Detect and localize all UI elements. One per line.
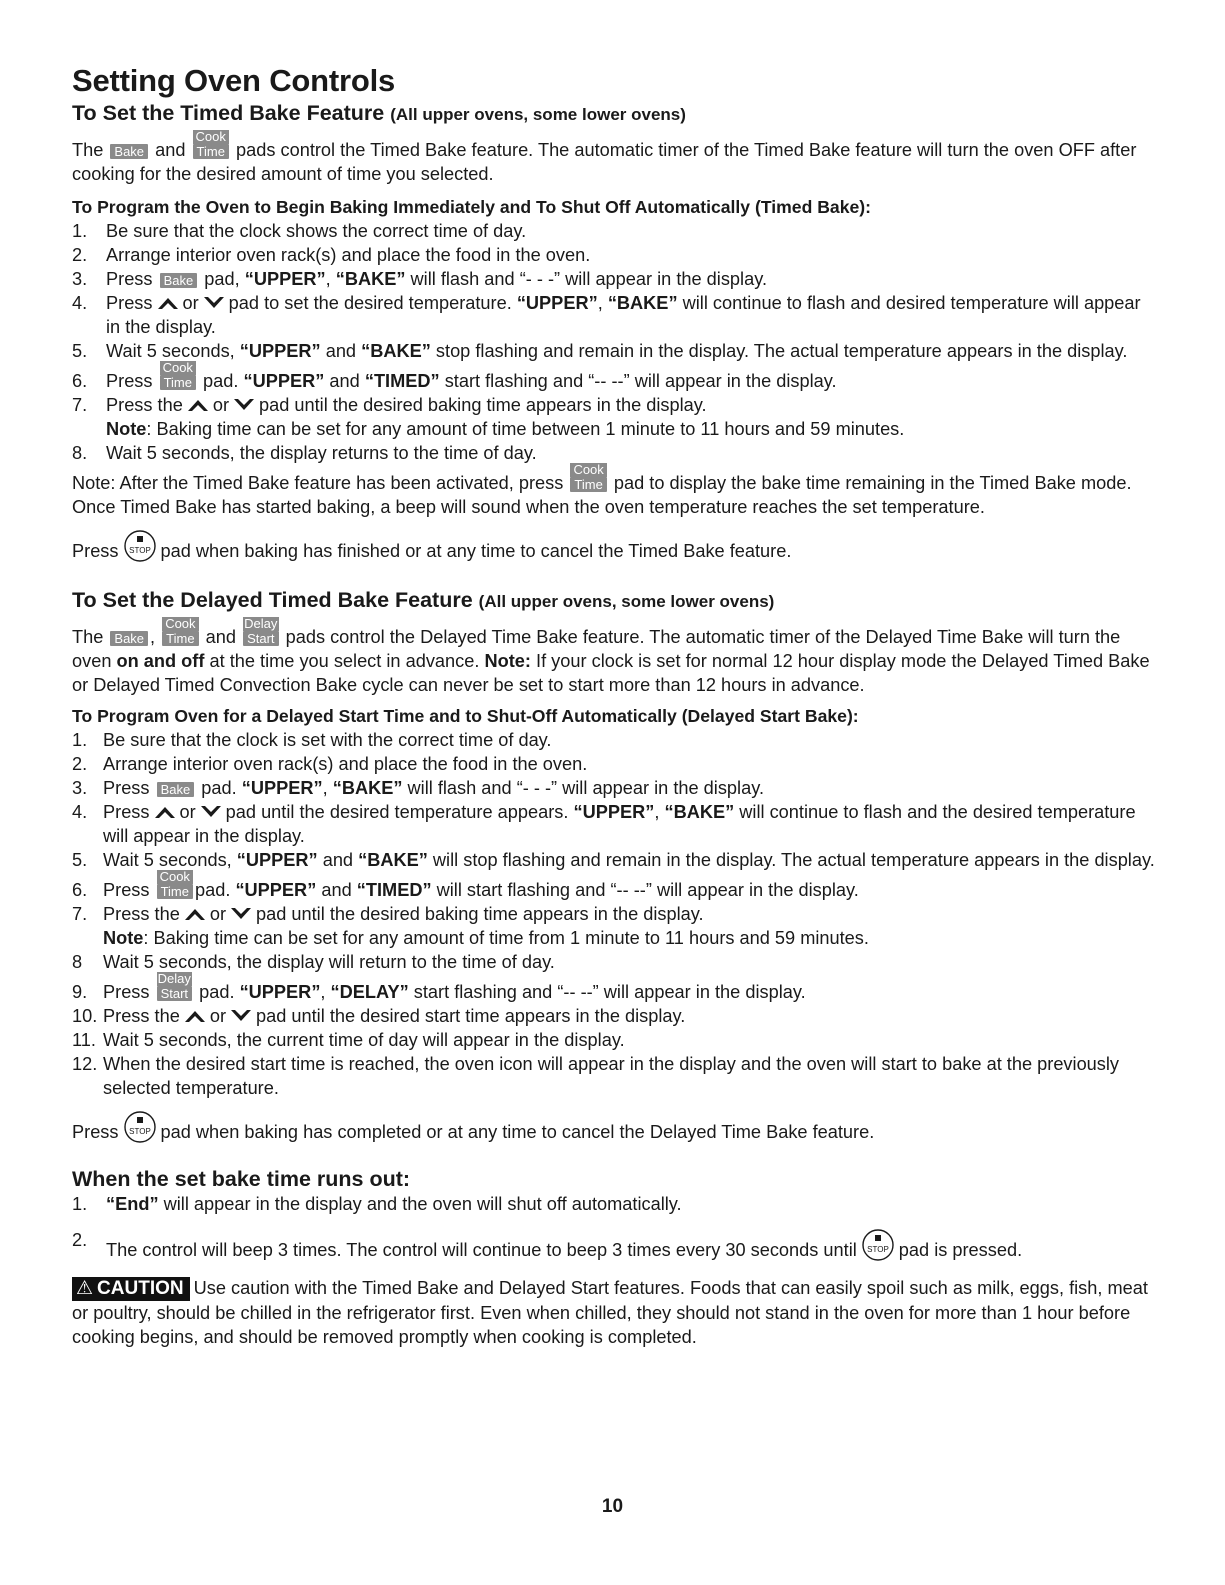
step-text: Wait 5 seconds, the display will return to the time of day. [103, 952, 555, 972]
step-text: or [212, 395, 229, 415]
display-word: “UPPER” [236, 850, 318, 870]
step-number: 5. [72, 341, 88, 361]
step-text: When the desired start time is reached, the oven icon will appear in the display and the oven will start to bake at the previously selected temperature. [103, 1054, 1120, 1098]
step-text: and [325, 341, 357, 361]
intro-text: The [72, 627, 104, 647]
pad-label: Time [160, 884, 189, 899]
intro-text: The [72, 140, 104, 160]
delay-start-pad-icon [243, 616, 278, 646]
pad-top-label: Cook [193, 130, 229, 144]
delayed-bake-intro [72, 616, 1157, 697]
step-number: 4. [72, 293, 88, 313]
step-number: 2. [72, 245, 88, 265]
step-text: Press [106, 293, 153, 313]
timed-bake-steps [72, 219, 1157, 465]
timed-bake-cancel [72, 529, 1157, 563]
step-text: and [321, 880, 352, 900]
up-arrow-icon [183, 1009, 207, 1023]
down-arrow-icon [229, 1009, 253, 1023]
pad-label: Time [574, 477, 603, 492]
step-text: : Baking time can be set for any amount of time from 1 minute to 11 hours and 59 minutes. [143, 928, 869, 948]
step-text: Press [103, 802, 150, 822]
list-item [72, 848, 1157, 872]
step-number: 1. [72, 221, 88, 241]
heading-subtext: (All upper ovens, some lower ovens) [478, 592, 775, 611]
step-number: 5. [72, 850, 88, 870]
up-arrow-icon [186, 398, 210, 412]
display-word: “TIMED” [364, 371, 440, 391]
display-word: “BAKE” [664, 802, 735, 822]
step-number: 6. [72, 880, 88, 900]
pad-label: Bake [163, 273, 194, 288]
step-number: 10. [72, 1006, 98, 1026]
step-number: 2. [72, 754, 88, 774]
step-number: 7. [72, 395, 88, 415]
list-item [72, 393, 1157, 417]
display-word: “UPPER” [241, 778, 323, 798]
cook-time-pad-icon [193, 129, 229, 159]
display-word: “BAKE” [335, 269, 406, 289]
step-number: 1. [72, 730, 88, 750]
up-arrow-icon [183, 907, 207, 921]
list-item [72, 869, 1157, 902]
display-word: “TIMED” [356, 880, 432, 900]
list-item [72, 267, 1157, 291]
step-number: 1. [72, 1194, 88, 1214]
display-word: “DELAY” [330, 982, 409, 1002]
step-text: Wait 5 seconds, the current time of day will appear in the display. [103, 1030, 625, 1050]
step-text: , [654, 802, 660, 822]
list-item [72, 360, 1157, 393]
display-word: “UPPER” [573, 802, 655, 822]
step-text: Press the [103, 1006, 180, 1026]
step-text: will appear in the display and the oven will shut off automatically. [163, 1194, 682, 1214]
step-text: Be sure that the clock shows the correct time of day. [106, 221, 527, 241]
list-item [72, 243, 1157, 267]
pad-label: Start [247, 631, 275, 646]
pad-label: Bake [160, 782, 191, 797]
step-text: Press [103, 880, 150, 900]
page-title: Setting Oven Controls [72, 63, 396, 98]
step-text: pad. [194, 880, 231, 900]
step-text: will start flashing and “-- --” will appear in the display. [436, 880, 859, 900]
pad-label: Time [163, 375, 192, 390]
bake-pad-icon [160, 273, 198, 288]
list-item [72, 441, 1157, 465]
step-text: or [209, 904, 226, 924]
intro-text: , [150, 627, 156, 647]
display-word: “UPPER” [239, 982, 321, 1002]
intro-text: If your clock is set for normal 12 hour display mode the Delayed Timed Bake or Delayed Timed Convection Bake cycle can never be set to start more than 12 hours in advance. [72, 651, 1150, 695]
step-text: Press [103, 982, 150, 1002]
step-text: pad to set the desired temperature. [228, 293, 512, 313]
time-runs-out-steps [72, 1192, 1157, 1262]
cook-time-pad-icon [570, 462, 606, 492]
stop-label: STOP [128, 1127, 151, 1136]
step-text: or [209, 1006, 226, 1026]
pad-top-label: Cook [157, 870, 193, 884]
pad-label: Start [160, 986, 189, 1001]
note-text: Note: After the Timed Bake feature has been activated, press [72, 473, 564, 493]
step-text: Wait 5 seconds, the display returns to the time of day. [106, 443, 537, 463]
page-number: 10 [601, 1496, 624, 1517]
bake-pad-icon [157, 782, 195, 797]
manual-page [72, 62, 1157, 1349]
step-text: : Baking time can be set for any amount of time between 1 minute to 11 hours and 59 minutes. [146, 419, 905, 439]
step-number: 4. [72, 802, 88, 822]
cook-time-pad-icon [160, 360, 196, 390]
intro-text: pads control the Timed Bake feature. The automatic timer of the Timed Bake feature will turn the oven OFF after cooking for the desired amount of time you selected. [72, 140, 1137, 184]
heading-text: To Set the Timed Bake Feature [72, 101, 385, 125]
step-number: 11. [72, 1030, 96, 1050]
display-word: “BAKE” [361, 341, 431, 361]
caution-text: Use caution with the Timed Bake and Delayed Start features. Foods that can easily spoil such as milk, eggs, fish, meat or poultry, should be chilled in the refrigerator first. Even when chilled, they should not stand in the oven for more than 1 hour before cooking begins, and should be removed promptly when cooking is completed. [72, 1278, 1148, 1347]
display-word: “UPPER” [239, 341, 321, 361]
section-heading-delayed-bake [72, 587, 1157, 615]
heading-text: To Set the Delayed Timed Bake Feature [72, 588, 473, 612]
display-word: “End” [106, 1194, 159, 1214]
step-text: Press [72, 1122, 119, 1142]
step-text: pad is pressed. [898, 1240, 1023, 1260]
list-item [72, 1028, 1157, 1052]
delay-start-pad-icon [157, 971, 192, 1001]
step-text: pad. [203, 371, 239, 391]
display-word: “UPPER” [244, 269, 326, 289]
down-arrow-icon [199, 805, 223, 819]
display-word: “UPPER” [516, 293, 598, 313]
pad-top-label: Cook [160, 361, 196, 375]
stop-pad-icon [861, 1228, 895, 1262]
step-number: 8. [72, 443, 88, 463]
step-text: Press the [106, 395, 183, 415]
program-heading-timed-bake: To Program the Oven to Begin Baking Immediately and To Shut Off Automatically (Timed Bake): [72, 197, 871, 217]
step-text: The control will beep 3 times. The control will continue to beep 3 times every 30 seconds until [106, 1240, 857, 1260]
pad-label: Time [196, 144, 225, 159]
step-text: will flash and “- - -” will appear in the display. [407, 778, 764, 798]
step-text: Wait 5 seconds, [106, 341, 235, 361]
pad-top-label: Delay [244, 616, 278, 631]
list-item [72, 800, 1157, 848]
pad-top-label: Cook [570, 463, 606, 477]
list-item [72, 1192, 1157, 1216]
program-heading-delayed-bake: To Program Oven for a Delayed Start Time and to Shut-Off Automatically (Delayed Start Bake): [72, 706, 859, 726]
list-item [72, 902, 1157, 926]
step-number: 2. [72, 1230, 88, 1250]
timed-bake-intro [72, 129, 1157, 186]
up-arrow-icon [153, 805, 177, 819]
list-item [72, 1052, 1157, 1100]
step-text: pad until the desired temperature appears. [225, 802, 569, 822]
step-text: or [179, 802, 196, 822]
list-item [72, 291, 1157, 339]
step-text: Press [103, 778, 150, 798]
pad-top-label: Cook [162, 617, 198, 631]
pad-top-label: Delay [157, 971, 191, 986]
down-arrow-icon [232, 398, 256, 412]
step-text: , [322, 778, 328, 798]
cook-time-pad-icon [157, 869, 193, 899]
caution-label: CAUTION [97, 1278, 184, 1299]
step-number: 3. [72, 269, 88, 289]
emphasis-text: on and off [116, 651, 205, 671]
list-item [72, 752, 1157, 776]
step-text: pad until the desired baking time appears in the display. [259, 395, 707, 415]
step-text: , [320, 982, 326, 1002]
step-text: will continue to flash and desired temperature will appear in the display. [106, 293, 1141, 337]
section-heading-time-runs-out: When the set bake time runs out: [72, 1167, 411, 1191]
list-item [72, 219, 1157, 243]
step-text: will stop flashing and remain in the display. The actual temperature appears in the display. [432, 850, 1155, 870]
display-word: “BAKE” [332, 778, 403, 798]
warning-icon: ⚠ [76, 1278, 94, 1299]
down-arrow-icon [202, 296, 226, 310]
step-text: Press the [103, 904, 180, 924]
step-text: start flashing and “-- --” will appear in the display. [444, 371, 837, 391]
cook-time-pad-icon [162, 616, 198, 646]
note-label: Note [106, 419, 147, 439]
list-item [72, 950, 1157, 974]
step-number: 3. [72, 778, 88, 798]
display-word: “BAKE” [358, 850, 428, 870]
display-word: “UPPER” [243, 371, 325, 391]
step-text: Arrange interior oven rack(s) and place the food in the oven. [106, 245, 591, 265]
step-text: Wait 5 seconds, [103, 850, 232, 870]
step-number: 12. [72, 1054, 98, 1074]
step-text: pad when baking has completed or at any time to cancel the Delayed Time Bake feature. [160, 1122, 875, 1142]
step-text: Arrange interior oven rack(s) and place the food in the oven. [103, 754, 588, 774]
up-arrow-icon [156, 296, 180, 310]
note-label: Note: [484, 651, 531, 671]
step-text: , [325, 269, 331, 289]
step-text: stop flashing and remain in the display. The actual temperature appears in the display. [435, 341, 1128, 361]
step-text: and [329, 371, 360, 391]
step-text: , [597, 293, 603, 313]
heading-subtext: (All upper ovens, some lower ovens) [390, 105, 686, 124]
step-text: pad until the desired baking time appears in the display. [256, 904, 704, 924]
step-number: 6. [72, 371, 88, 391]
step-text: will continue to flash and the desired temperature will appear in the display. [103, 802, 1136, 846]
pad-label: Bake [114, 144, 145, 159]
step-text: Press [72, 541, 119, 561]
pad-label: Time [166, 631, 195, 646]
list-item [72, 728, 1157, 752]
list-item [72, 339, 1157, 363]
down-arrow-icon [229, 907, 253, 921]
list-item [72, 1228, 1157, 1262]
step-text: start flashing and “-- --” will appear in the display. [413, 982, 806, 1002]
intro-text: and [205, 627, 236, 647]
list-item [72, 1004, 1157, 1028]
timed-bake-note [72, 462, 1157, 519]
display-word: “BAKE” [607, 293, 678, 313]
step-text: pad until the desired start time appears in the display. [256, 1006, 686, 1026]
intro-text: and [155, 140, 186, 160]
bake-pad-icon [110, 631, 148, 646]
stop-pad-icon [123, 1110, 157, 1144]
section-heading-timed-bake [72, 100, 1157, 128]
caution-paragraph [72, 1276, 1157, 1349]
list-item [72, 776, 1157, 800]
bake-pad-icon [110, 144, 148, 159]
step-text: Press [106, 371, 153, 391]
step-text: or [182, 293, 199, 313]
step-text: Be sure that the clock is set with the correct time of day. [103, 730, 552, 750]
display-word: “UPPER” [235, 880, 317, 900]
note-text: pad to display the bake time remaining in the Timed Bake mode. Once Timed Bake has started baking, a beep will sound when the oven temperature reaches the set temperature. [72, 473, 1132, 517]
intro-text: at the time you select in advance. [209, 651, 480, 671]
note-label: Note [103, 928, 144, 948]
step-text: pad. [199, 982, 235, 1002]
step-text: pad. [201, 778, 237, 798]
list-item [72, 417, 1157, 441]
caution-badge [72, 1277, 190, 1301]
step-text: pad when baking has finished or at any time to cancel the Timed Bake feature. [160, 541, 792, 561]
step-number: 9. [72, 982, 88, 1002]
stop-label: STOP [866, 1245, 889, 1254]
delayed-bake-cancel [72, 1110, 1157, 1144]
pad-label: Bake [114, 631, 145, 646]
step-number: 8 [72, 952, 83, 972]
step-text: will flash and “- - -” will appear in the display. [410, 269, 767, 289]
step-text: and [322, 850, 354, 870]
step-text: pad, [204, 269, 240, 289]
stop-label: STOP [128, 546, 151, 555]
delayed-bake-steps [72, 728, 1157, 1100]
list-item [72, 971, 1157, 1004]
step-number: 7. [72, 904, 88, 924]
step-text: Press [106, 269, 153, 289]
list-item [72, 926, 1157, 950]
stop-pad-icon [123, 529, 157, 563]
intro-text: pads control the Delayed Time Bake feature. The automatic timer of the Delayed Time Bake will turn the oven [72, 627, 1121, 671]
